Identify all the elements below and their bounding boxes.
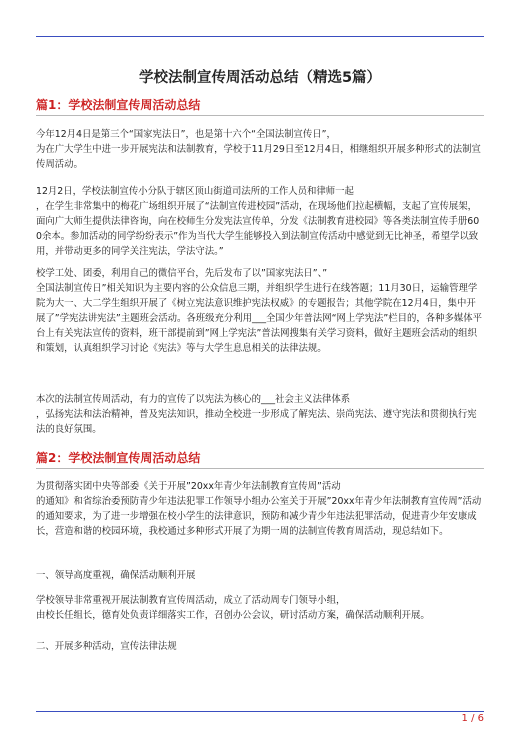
section-1-paragraph-4: 本次的法制宣传周活动，有力的宣传了以宪法为核心的___社会主义法律体系 ，弘扬宪法和法治精神，普及宪法知识，推动全校进一步形成了解宪法、崇尚宪法、遵守宪法和贯彻执行宪法的良好氛围。	[36, 394, 477, 435]
section-1-paragraph-1: 今年12月4日是第三个“国家宪法日”，也是第十六个“全国法制宣传日”， 为在广大学生中进一步开展宪法和法制教育，学校于11月29日至12月4日，相继组织开展多种形式的法制宣传周活动。	[36, 129, 481, 170]
section-divider-2	[36, 468, 484, 469]
page-number: 1 / 6	[461, 713, 484, 724]
section-1-paragraph-3: 校学工处、团委，利用自己的微信平台，先后发布了以”国家宪法日”、” 全国法制宣传日”相关知识为主要内容的公众信息三期，并组织学生进行在线答题；11月30日，运输管理学院为大一、大二学生组织开展了《树立宪法意识维护宪法权威》的专题报告；其他学院在12月4日，集中开展了”学宪法讲宪法”主题班会活动。各班级充分利用___全国少年普法网“网上学宪法”栏目的，各种多媒体平台上有关宪法宣传的资料，班干部提前到”网上学宪法”普法网搜集有关学习资料，做好主题班会活动的组织和策划，认真组织学习讨论《宪法》等与大学生息息相关的法律法规。	[36, 268, 482, 354]
section-2-paragraph-3: 学校领导非常重视开展法制教育宣传周活动，成立了活动周专门领导小组， 由校长任组长，德育处负责详细落实工作，召创办公会议，研讨活动方案，确保活动顺利开展。	[36, 595, 430, 621]
section-divider-1	[36, 115, 484, 116]
section-2-paragraph-1: 为贯彻落实团中央等部委《关于开展”20xx年青少年法制教育宣传周”活动 的通知》和省综治委预防青少年违法犯罪工作领导小组办公室关于开展”20xx年青少年法制教育宣传周”活动的通知要求，为了进一步增强在校小学生的法律意识，预防和减少青少年违法犯罪活动，促进青少年安康成长，营造和谐的校园环境，我校通过多种形式开展了为期一周的法制宣传教育周活动，现总结如下。	[36, 481, 482, 537]
section-heading-1: 篇1：学校法制宣传周活动总结	[36, 98, 201, 112]
section-1-paragraph-2: 12月2日，学校法制宣传小分队于辖区顶山街道司法所的工作人员和律师一起 ，在学生非常集中的梅花广场组织开展了“法制宣传进校园”活动，在现场他们拉起横幅，支起了宣传展架，面向广大师生提供法律咨询，向在校师生分发宪法宣传单，分发《法制教育进校园》等各类法制宣传手册600余本。参加活动的同学纷纷表示”作为当代大学生能够投入到法制宣传活动中感觉到无比神圣，希望学以致用，并带动更多的同学关注宪法，学法守法。”	[36, 186, 480, 257]
section-2-paragraph-2: 一、领导高度重视，确保活动顺利开展	[36, 570, 196, 581]
document-title: 学校法制宣传周活动总结（精选5篇）	[138, 70, 382, 86]
section-heading-2: 篇2：学校法制宣传周活动总结	[36, 451, 201, 465]
section-2-paragraph-4: 二、开展多种活动，宣传法律法规	[36, 641, 177, 652]
top-rule	[36, 36, 484, 37]
bottom-rule	[36, 711, 484, 712]
